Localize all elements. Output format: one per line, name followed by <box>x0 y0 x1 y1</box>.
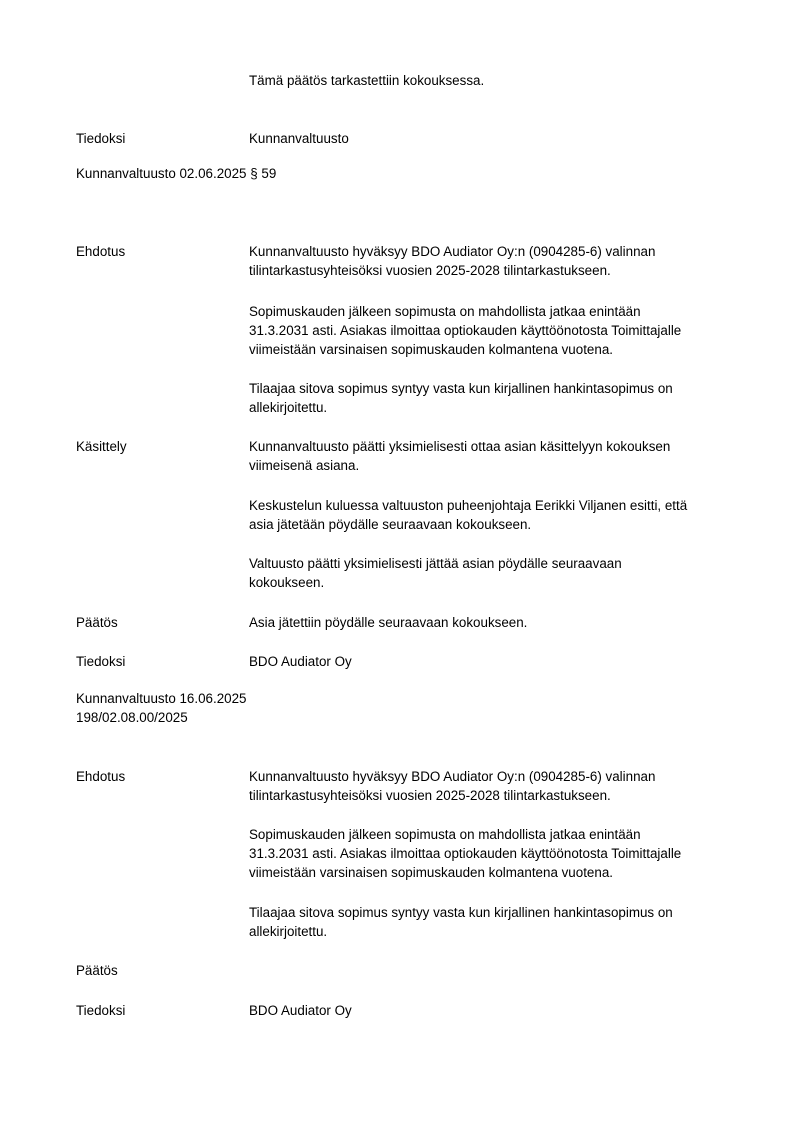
ehdotus-paragraph-line: viimeistään varsinaisen sopimuskauden kolmantena vuotena. <box>249 865 613 880</box>
kasittely-label: Käsittely <box>76 439 127 454</box>
ehdotus-paragraph-line: Sopimuskauden jälkeen sopimusta on mahdollista jatkaa enintään <box>249 827 641 842</box>
kasittely-paragraph-line: viimeisenä asiana. <box>249 458 360 473</box>
ehdotus-paragraph-line: Tilaajaa sitova sopimus syntyy vasta kun kirjallinen hankintasopimus on <box>249 905 673 920</box>
ehdotus-paragraph-line: Tilaajaa sitova sopimus syntyy vasta kun kirjallinen hankintasopimus on <box>249 381 673 396</box>
ehdotus-paragraph-line: allekirjoitettu. <box>249 924 328 939</box>
tiedoksi-label: Tiedoksi <box>76 654 126 669</box>
kasittely-paragraph-line: Kunnanvaltuusto päätti yksimielisesti ottaa asian käsittelyyn kokouksen <box>249 439 671 454</box>
tiedoksi-label: Tiedoksi <box>76 1003 126 1018</box>
ehdotus-paragraph-line: 31.3.2031 asti. Asiakas ilmoittaa optiokauden käyttöönotosta Toimittajalle <box>249 323 682 338</box>
ehdotus-paragraph-line: allekirjoitettu. <box>249 400 328 415</box>
ehdotus-paragraph-line: tilintarkastusyhteisöksi vuosien 2025-2028 tilintarkastukseen. <box>249 788 611 803</box>
ehdotus-paragraph-line: viimeistään varsinaisen sopimuskauden kolmantena vuotena. <box>249 342 613 357</box>
decision-checked-note: Tämä päätös tarkastettiin kokouksessa. <box>249 73 485 88</box>
kasittely-paragraph-line: Keskustelun kuluessa valtuuston puheenjohtaja Eerikki Viljanen esitti, että <box>249 498 688 513</box>
ehdotus-paragraph-line: Kunnanvaltuusto hyväksyy BDO Audiator Oy:n (0904285-6) valinnan <box>249 244 656 259</box>
ehdotus-label: Ehdotus <box>76 769 126 784</box>
tiedoksi-value: Kunnanvaltuusto <box>249 131 349 146</box>
ehdotus-paragraph-line: Kunnanvaltuusto hyväksyy BDO Audiator Oy:n (0904285-6) valinnan <box>249 769 656 784</box>
kasittely-paragraph-line: kokoukseen. <box>249 575 325 590</box>
paatos-label: Päätös <box>76 963 118 978</box>
paatos-value: Asia jätettiin pöydälle seuraavaan kokoukseen. <box>249 615 528 630</box>
kasittely-paragraph-line: Valtuusto päätti yksimielisesti jättää asian pöydälle seuraavaan <box>249 556 622 571</box>
meeting-heading: Kunnanvaltuusto 02.06.2025 § 59 <box>76 166 277 181</box>
kasittely-paragraph-line: asia jätetään pöydälle seuraavaan kokoukseen. <box>249 517 532 532</box>
ehdotus-paragraph-line: tilintarkastusyhteisöksi vuosien 2025-2028 tilintarkastukseen. <box>249 263 611 278</box>
tiedoksi-value: BDO Audiator Oy <box>249 1003 352 1018</box>
meeting-heading: Kunnanvaltuusto 16.06.2025 <box>76 691 247 706</box>
tiedoksi-value: BDO Audiator Oy <box>249 654 352 669</box>
tiedoksi-label: Tiedoksi <box>76 131 126 146</box>
meeting-reference: 198/02.08.00/2025 <box>76 710 188 725</box>
ehdotus-paragraph-line: Sopimuskauden jälkeen sopimusta on mahdollista jatkaa enintään <box>249 304 641 319</box>
ehdotus-paragraph-line: 31.3.2031 asti. Asiakas ilmoittaa optiokauden käyttöönotosta Toimittajalle <box>249 846 682 861</box>
ehdotus-label: Ehdotus <box>76 244 126 259</box>
paatos-label: Päätös <box>76 615 118 630</box>
